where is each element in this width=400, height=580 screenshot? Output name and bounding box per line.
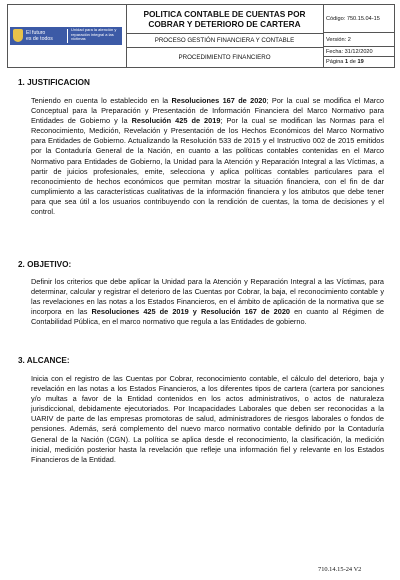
page-number bbox=[323, 57, 394, 67]
logo-slogan-line1: El futuro bbox=[26, 30, 46, 36]
section-heading-alcance: 3. ALCANCE: bbox=[18, 356, 70, 365]
paragraph-text-run: ; Por la cual se modifica el Marco Conceptual para la Preparación y Presentación de Información Financiera del Marco Normativo para Entidades de Gobierno y la bbox=[31, 96, 385, 126]
document-header bbox=[7, 4, 395, 68]
page-prefix: Página bbox=[326, 59, 345, 65]
logo-cell bbox=[8, 5, 127, 67]
paragraph-bold-run: Resoluciones 425 de 2019 y Resolución 167 de 2020 bbox=[91, 307, 290, 317]
section-heading-objetivo: 2. OBJETIVO: bbox=[18, 260, 72, 269]
institution-logo bbox=[10, 27, 122, 45]
page-middle: de bbox=[348, 59, 358, 65]
logo-divider bbox=[67, 29, 68, 43]
page-current: 1 bbox=[344, 59, 349, 65]
paragraph-bold-run: Resoluciones 167 de 2020 bbox=[171, 96, 267, 105]
paragraph-text-run: Inicia con el registro de las Cuentas por Cobrar, reconocimiento contable, el cálculo del deterioro, baja y revelación en las notas a los Estados Financieros, a los diferentes tipos de cartera (cartera por sanciones y/o multas a favor de la Entidad contenidos en los actos administrativos, o actos de naturaleza jurisdiccional, debidamente ejecutoriados. Por Incapacidades Laborales que deben ser reconocidas a la UARIV de parte de las empresas promotoras de salud, administradores de riesgos laborales o fondos de pensiones. Además, será complemento del nuevo marco normativo contable definido por la Contaduría General de la Nación (CGN). La política se aplica desde el reconocimiento, la clasificación, la medición inicial, medición posterior hasta la revelación que refleje una información fiel y relevante en los Estados Financieros de la Entidad. bbox=[31, 374, 384, 464]
document-code: Código: 750.15.04-15 bbox=[323, 5, 394, 33]
paragraph-text-run: Definir los criterios que debe aplicar la Unidad para la Atención y Reparación Integral a las Víctimas, para determinar, calcular y registrar el deterioro de las Cuentas por Cobrar, la baja, el reconocimiento contable y las revelaciones en las notas a los Estados Financieros, en el ámbito de aplicación de la normativa que se incorpora en las bbox=[31, 277, 384, 317]
document-version: Versión: 2 bbox=[323, 33, 394, 47]
paragraph-text-run: Teniendo en cuenta lo establecido en la bbox=[31, 96, 172, 105]
logo-slogan-line2: es de todos bbox=[26, 36, 53, 42]
logo-slogan bbox=[26, 30, 53, 42]
section-paragraph bbox=[31, 96, 384, 217]
footer-code: 710.14.15-24 V2 bbox=[318, 566, 362, 573]
section-paragraph bbox=[31, 277, 384, 327]
paragraph-text-run: en cuanto al Régimen de Contabilidad Pública, en el marco normativo que regula a las Entidades de gobierno. bbox=[31, 307, 384, 327]
section-paragraph bbox=[31, 374, 384, 465]
logo-organization: Unidad para la atención y reparación integral a las víctimas bbox=[71, 27, 117, 41]
header-meta bbox=[323, 5, 394, 67]
coat-of-arms-icon bbox=[13, 29, 23, 42]
page-total: 19 bbox=[357, 59, 364, 65]
header-middle bbox=[126, 5, 324, 67]
paragraph-text-run: ; Por la cual se modifican las Normas para el Reconocimiento, Medición, Revelación y Presentación de los Hechos Económicos del Marco Normativo para Entidades de Gobierno. Actualizando la Resolución 533 de 2015 y el Instructivo 002 de 2015 emitidos por la Contaduría General de la Nación, en cuanto a las políticas contables contenidas en el Marco Normativo para Entidades de Gobierno, la Unidad para la Atención y Reparación Integral a las Víctimas, a partir de juicios profesionales, emite, selecciona y aplica políticas contables particulares para el reconocimiento de hechos económicos que permitan mostrar la situación financiera, con el fin de dar cumplimiento a las características cualitativas de la información financiera y los atributos que debe tener para que sea útil a los usuarios contribuyendo con la rendición de cuentas, la toma de decisiones y el control. bbox=[31, 116, 384, 217]
paragraph-bold-run: Resolución 425 de 2019 bbox=[131, 116, 221, 126]
document-title: POLITICA CONTABLE DE CUENTAS POR COBRAR Y DETERIORO DE CARTERA bbox=[126, 5, 323, 34]
document-date: Fecha: 31/12/2020 bbox=[323, 47, 394, 57]
process-name: PROCESO GESTIÓN FINANCIERA Y CONTABLE bbox=[126, 33, 323, 48]
section-heading-justificacion: 1. JUSTIFICACION bbox=[18, 78, 90, 87]
procedure-name: PROCEDIMIENTO FINANCIERO bbox=[178, 53, 271, 61]
